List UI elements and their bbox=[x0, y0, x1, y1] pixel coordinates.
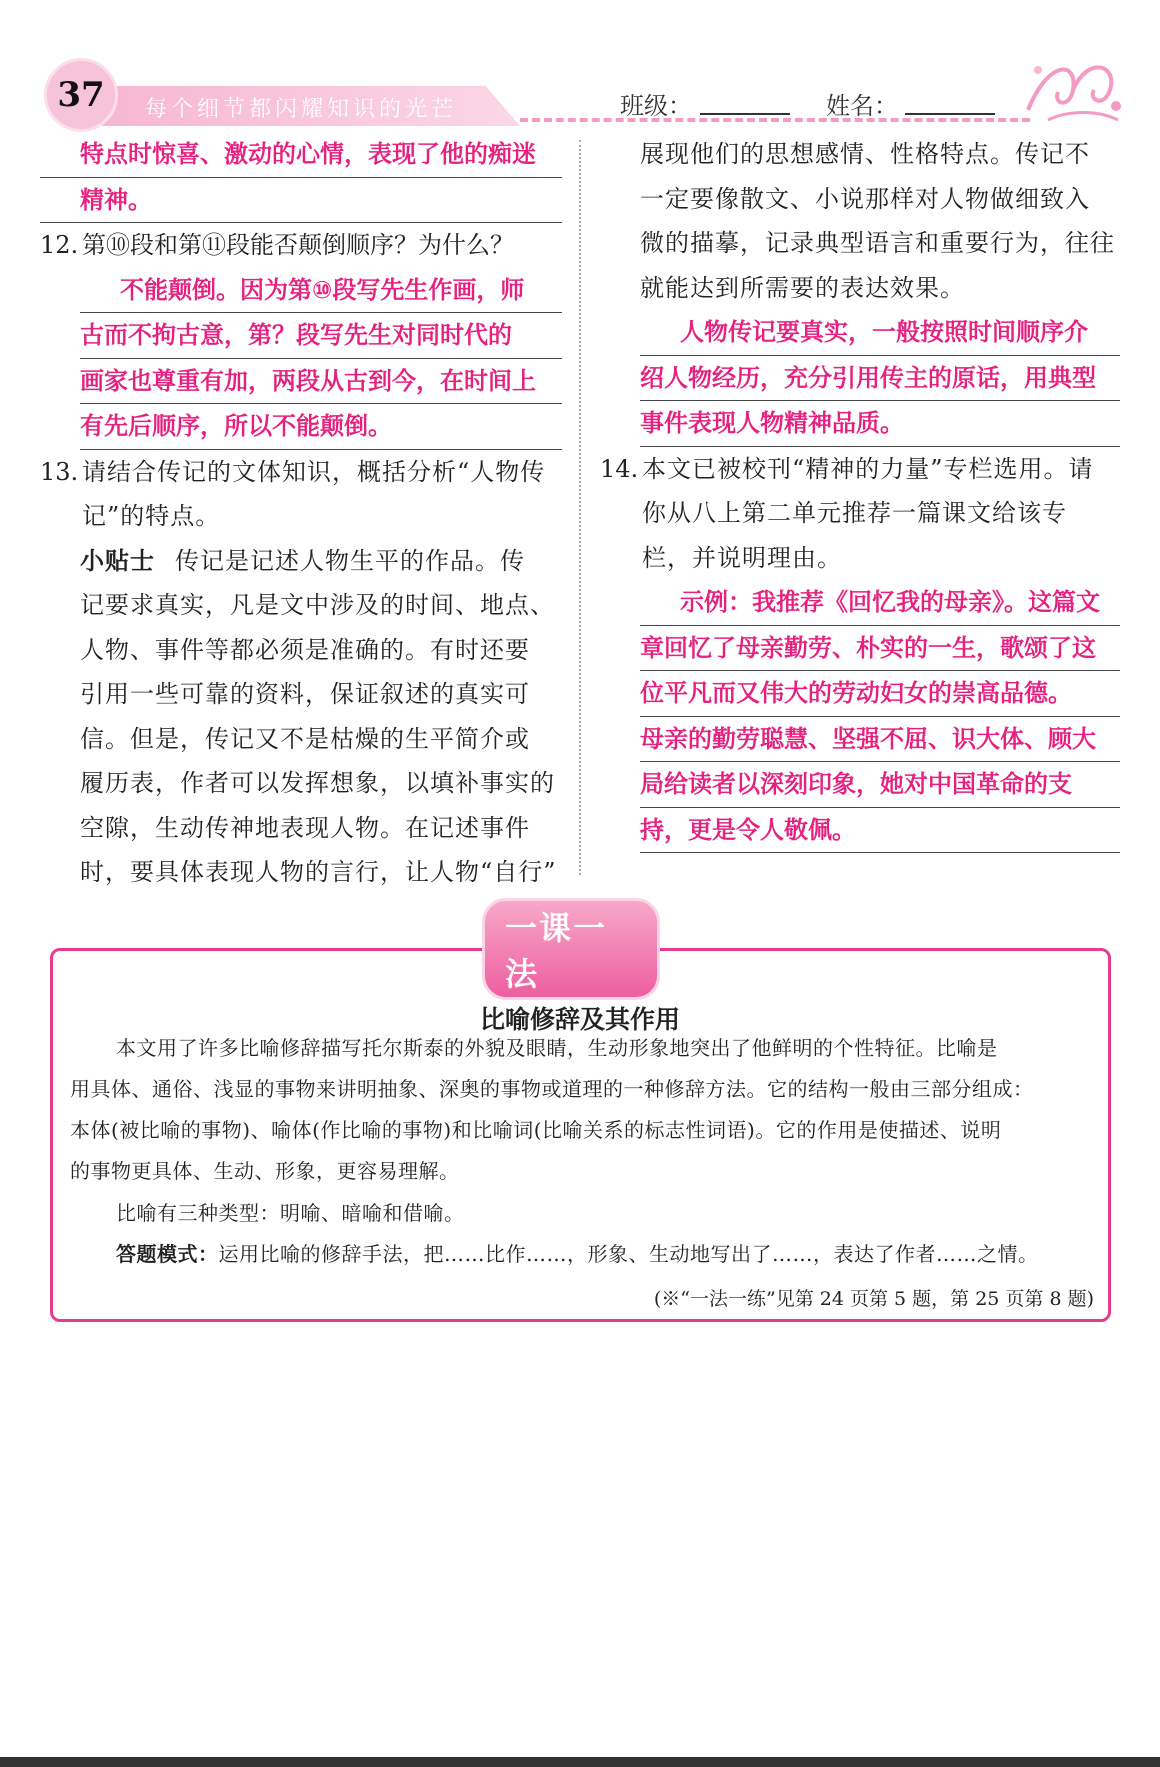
method-paragraph-line: 本体(被比喻的事物)、喻体(作比喻的事物)和比喻词(比喻关系的标志性词语)。它的作用是使描述、说明 bbox=[70, 1118, 1002, 1142]
method-banner-label: 一课一法 bbox=[482, 898, 660, 1000]
name-label: 姓名： bbox=[826, 92, 898, 120]
bottom-bar bbox=[0, 1757, 1160, 1767]
class-field[interactable] bbox=[700, 113, 790, 115]
answer-line: 位平凡而又伟大的劳动妇女的崇高品德。 bbox=[640, 671, 1120, 717]
question-text: 记”的特点。 bbox=[82, 502, 221, 530]
tip-text: 人物、事件等都必须是准确的。有时还要 bbox=[80, 635, 530, 664]
method-template-text: 运用比喻的修辞手法，把……比作……，形象、生动地写出了……，表达了作者……之情。 bbox=[218, 1242, 1039, 1266]
left-column bbox=[40, 132, 562, 895]
question-number: 13. bbox=[40, 457, 79, 486]
answer-line: 古而不拘古意，第？段写先生对同时代的 bbox=[80, 313, 562, 359]
answer-line: 有先后顺序，所以不能颠倒。 bbox=[80, 404, 562, 450]
page-number: 37 bbox=[44, 58, 118, 132]
floral-ornament-icon bbox=[1018, 50, 1128, 126]
tip-text: 信。但是，传记又不是枯燥的生平简介或 bbox=[80, 724, 530, 753]
answer-line: 母亲的勤劳聪慧、坚强不屈、识大体、顾大 bbox=[640, 717, 1120, 763]
tip-text: 一定要像散文、小说那样对人物做细致入 bbox=[640, 184, 1090, 213]
question-text: 栏，并说明理由。 bbox=[642, 543, 842, 572]
method-banner bbox=[482, 909, 660, 993]
answer-13 bbox=[600, 310, 1120, 447]
tip-text: 就能达到所需要的表达效果。 bbox=[640, 273, 965, 302]
tip-text: 微的描摹，记录典型语言和重要行为，往往 bbox=[640, 229, 1115, 257]
answer-line: 画家也尊重有加，两段从古到今，在时间上 bbox=[80, 359, 562, 405]
right-column bbox=[600, 132, 1120, 853]
answer-line: 事件表现人物精神品质。 bbox=[640, 401, 1120, 447]
answer-12 bbox=[40, 268, 562, 450]
column-divider bbox=[579, 140, 581, 875]
answer-line: 特点时惊喜、激动的心情，表现了他的痴迷 bbox=[40, 132, 562, 178]
answer-line: 章回忆了母亲勤劳、朴实的一生，歌颂了这 bbox=[640, 626, 1120, 672]
tip-label: 小贴士 bbox=[80, 546, 155, 575]
tip-text: 引用一些可靠的资料，保证叙述的真实可 bbox=[80, 680, 530, 708]
answer-line: 示例：我推荐《回忆我的母亲》。这篇文 bbox=[640, 580, 1120, 626]
header-slogan: 每个细节都闪耀知识的光芒 bbox=[145, 97, 458, 122]
method-paragraph-line: 的事物更具体、生动、形象，更容易理解。 bbox=[70, 1159, 460, 1183]
answer-14 bbox=[600, 580, 1120, 853]
question-text: 请结合传记的文体知识，概括分析“人物传 bbox=[82, 457, 546, 486]
class-label: 班级： bbox=[620, 92, 692, 120]
answer-line: 绍人物经历，充分引用传主的原话，用典型 bbox=[640, 356, 1120, 402]
tip-continued bbox=[600, 132, 1120, 310]
tip-text: 记要求真实，凡是文中涉及的时间、地点、 bbox=[80, 591, 555, 619]
method-paragraph-line: 用具体、通俗、浅显的事物来讲明抽象、深奥的事物或道理的一种修辞方法。它的结构一般由三部分组成： bbox=[70, 1077, 1034, 1101]
header-dashed-divider bbox=[520, 118, 1030, 122]
method-template bbox=[70, 1242, 1090, 1266]
tip-text: 展现他们的思想感情、性格特点。传记不 bbox=[640, 140, 1090, 168]
answer-line: 精神。 bbox=[40, 178, 562, 224]
method-paragraph-line: 本文用了许多比喻修辞描写托尔斯泰的外貌及眼睛，生动形象地突出了他鲜明的个性特征。比喻是 bbox=[116, 1036, 998, 1060]
question-text: 你从八上第二单元推荐一篇课文给该专 bbox=[642, 499, 1067, 527]
answer-line: 局给读者以深刻印象，她对中国革命的支 bbox=[640, 762, 1120, 808]
name-field[interactable] bbox=[905, 113, 995, 115]
tip-text: 传记是记述人物生平的作品。传 bbox=[175, 546, 525, 575]
answer-line: 持，更是令人敬佩。 bbox=[640, 808, 1120, 854]
method-template-label: 答题模式： bbox=[116, 1242, 219, 1266]
tip-text: 履历表，作者可以发挥想象，以填补事实的 bbox=[80, 769, 555, 797]
method-note: (※“一法一练”见第 24 页第 5 题，第 25 页第 8 题) bbox=[653, 1288, 1094, 1310]
question-text: 本文已被校刊“精神的力量”专栏选用。请 bbox=[642, 454, 1094, 483]
question-13 bbox=[40, 450, 562, 539]
question-number: 14. bbox=[600, 454, 639, 483]
question-14 bbox=[600, 447, 1120, 581]
method-types: 比喻有三种类型：明喻、暗喻和借喻。 bbox=[116, 1201, 465, 1225]
question-number: 12. bbox=[40, 231, 79, 259]
question-text: 第⑩段和第⑪段能否颠倒顺序？为什么？ bbox=[82, 231, 514, 259]
answer-line: 人物传记要真实，一般按照时间顺序介 bbox=[640, 310, 1120, 356]
tip-text: 空隙，生动传神地表现人物。在记述事件 bbox=[80, 813, 530, 842]
tip-text: 时，要具体表现人物的言行，让人物“自行” bbox=[80, 858, 557, 886]
answer-line: 不能颠倒。因为第⑩段写先生作画，师 bbox=[80, 268, 562, 314]
tip-block bbox=[40, 539, 562, 895]
method-title: 比喻修辞及其作用 bbox=[479, 1005, 680, 1034]
question-12 bbox=[40, 223, 562, 268]
